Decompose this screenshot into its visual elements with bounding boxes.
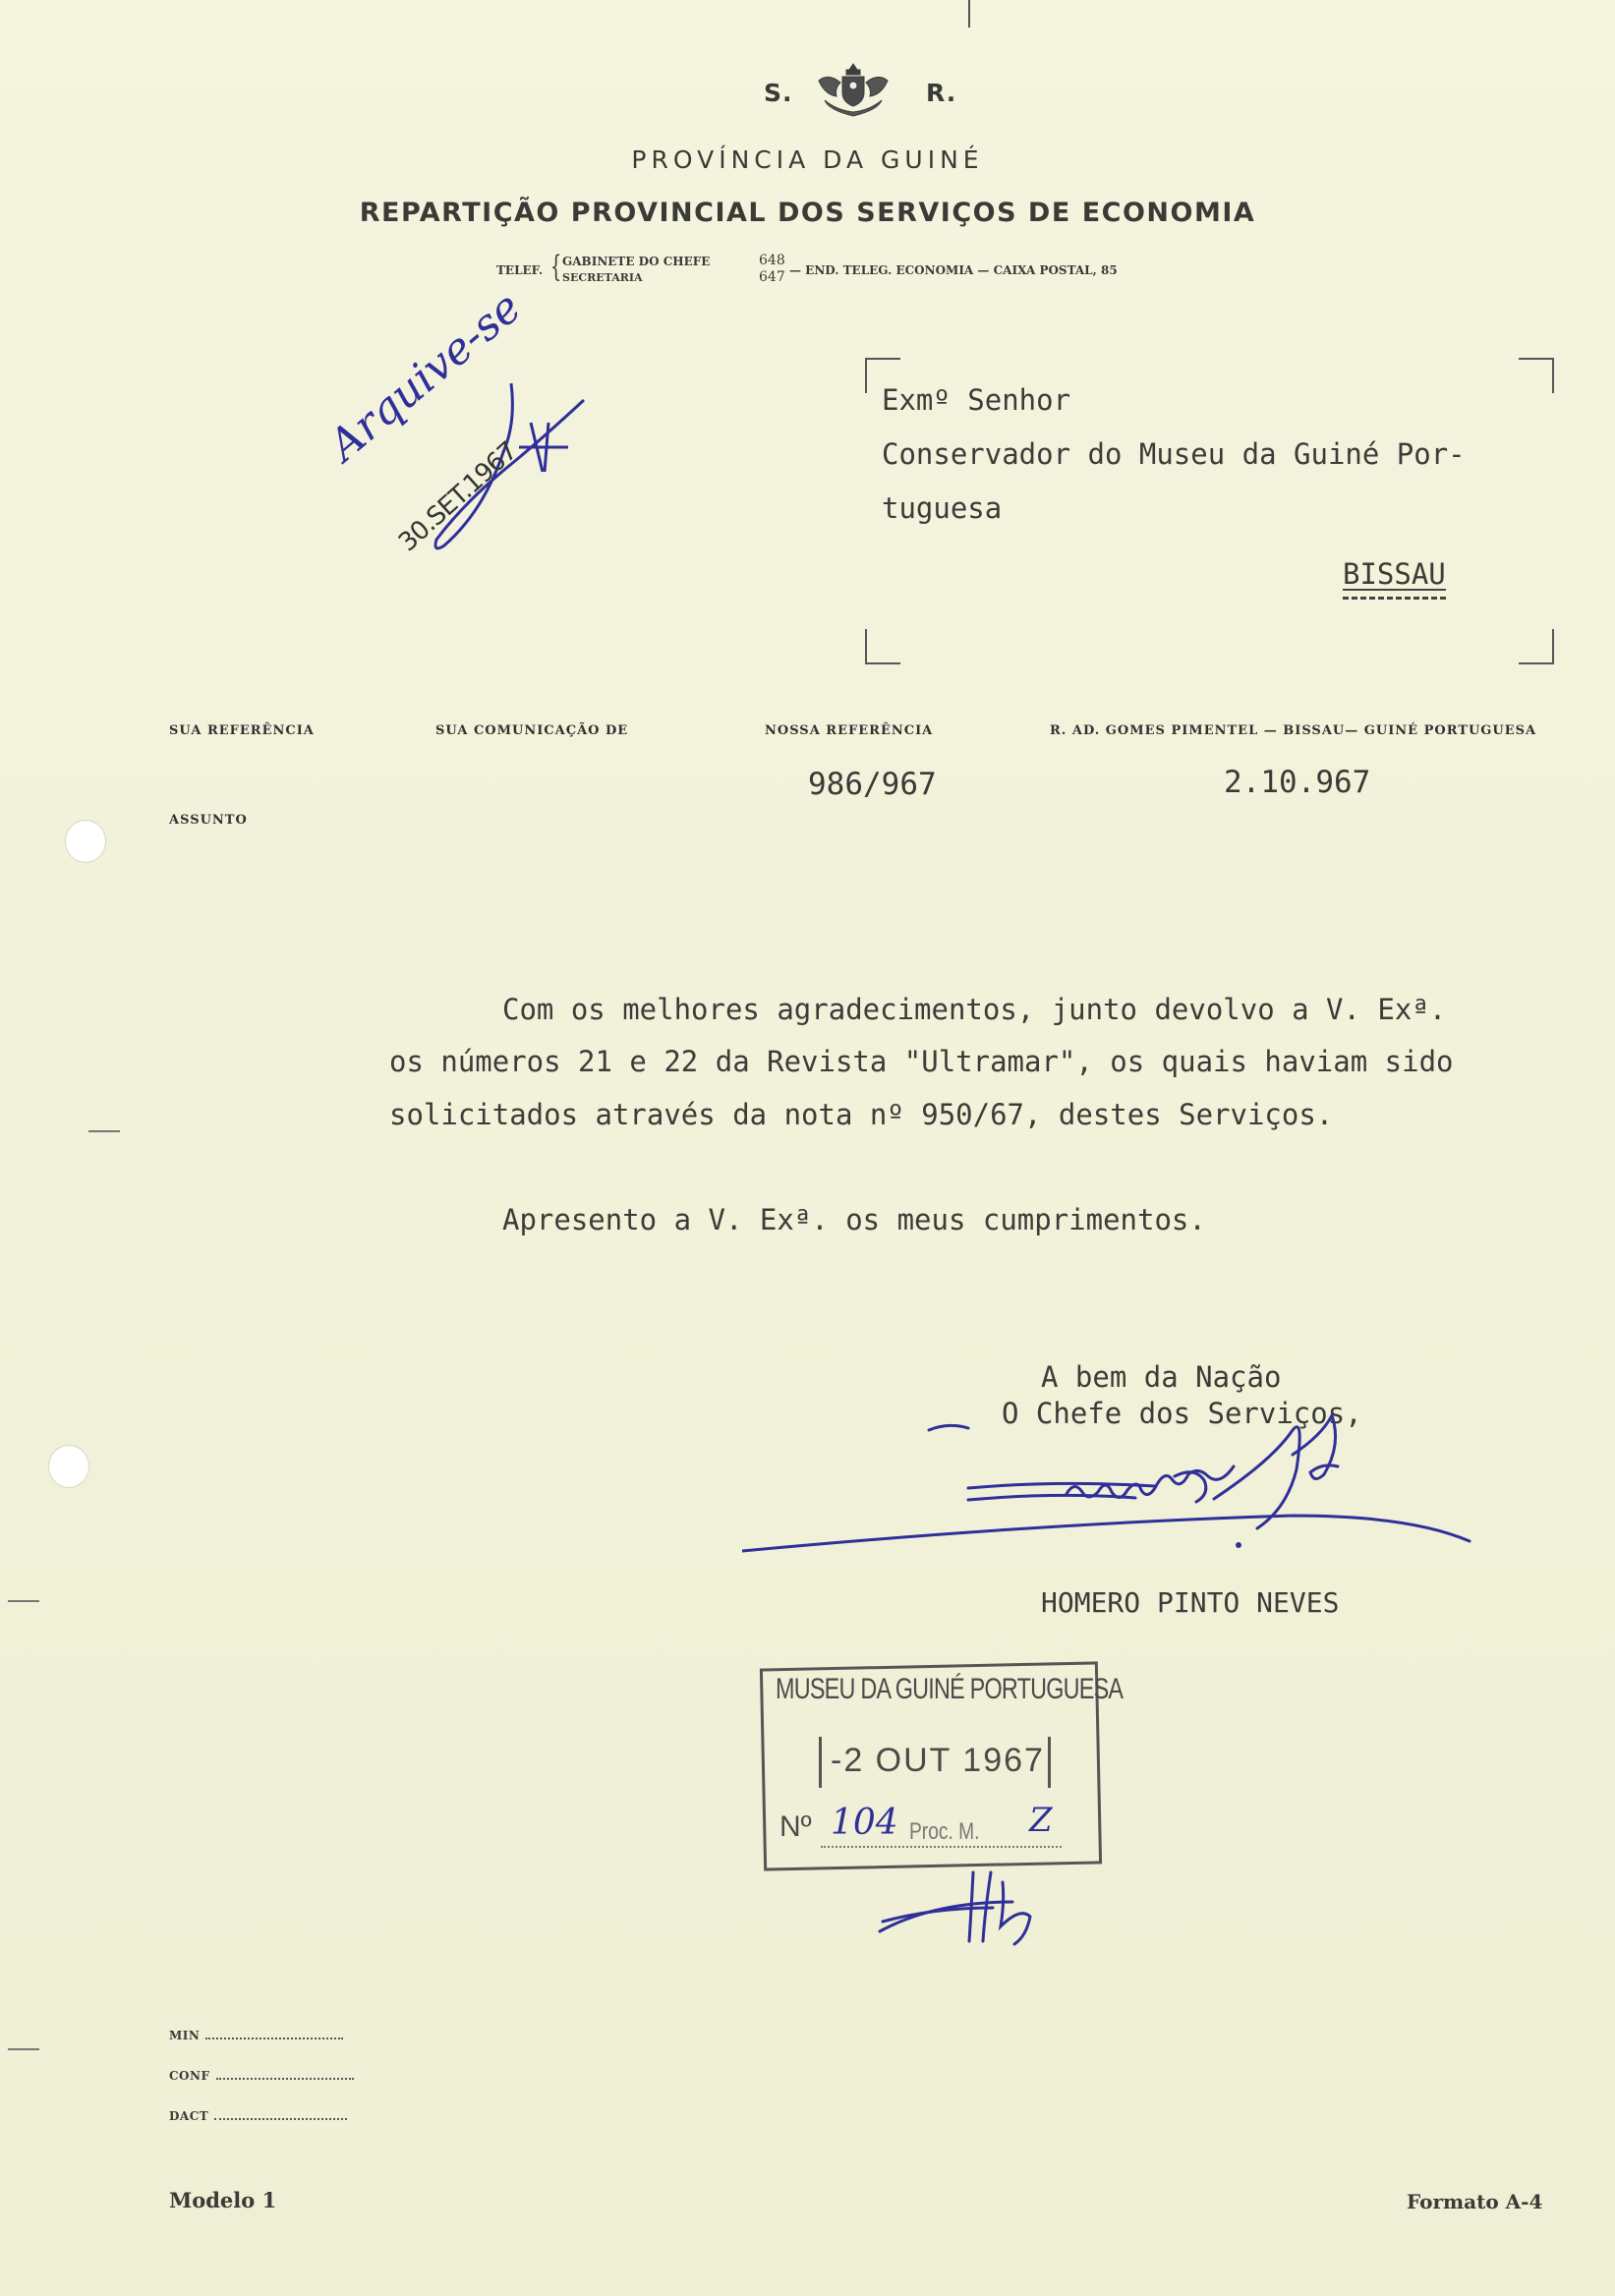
- body-paragraph-2: Apresento a V. Exª. os meus cumprimentos.: [502, 1203, 1206, 1236]
- address-corner-bl: [865, 629, 900, 664]
- contact-line: [496, 252, 1243, 295]
- conf-label: CONF: [169, 2069, 210, 2083]
- recipient-line-3: tuguesa: [882, 491, 1003, 525]
- model-label: Modelo 1: [169, 2188, 277, 2212]
- stamp-number-label: Nº: [779, 1810, 812, 1843]
- dact-dotted-line: [214, 2118, 347, 2120]
- margin-mark: [8, 2048, 39, 2050]
- office-address-label: R. AD. GOMES PIMENTEL — BISSAU— GUINÉ PORTUGUESA: [1050, 723, 1537, 738]
- address-corner-tr: [1519, 358, 1554, 393]
- dact-field: [169, 2109, 347, 2123]
- received-date-stamp: 30.SET.1967: [393, 436, 523, 558]
- museum-receipt-stamp: [762, 1653, 1124, 1871]
- initials-icon: [875, 1863, 1052, 1961]
- sua-comunicacao-label: SUA COMUNICAÇÃO DE: [435, 723, 629, 738]
- assunto-label: ASSUNTO: [169, 813, 248, 828]
- nossa-referencia-value: 986/967: [808, 767, 937, 802]
- punch-hole-top: [65, 820, 106, 863]
- conf-field: [169, 2069, 354, 2083]
- closing-line-1: A bem da Nação: [1041, 1360, 1282, 1394]
- coat-of-arms-icon: [811, 61, 895, 120]
- conf-dotted-line: [216, 2078, 354, 2080]
- handwritten-note: Arquive-se: [319, 282, 531, 472]
- min-dotted-line: [205, 2038, 343, 2039]
- address-corner-br: [1519, 629, 1554, 664]
- margin-mark: [8, 1600, 39, 1602]
- recipient-city: [1343, 557, 1446, 600]
- phone-2-label: SECRETARIA: [562, 271, 643, 284]
- city-dashed-underline: [1343, 597, 1446, 600]
- header-left-letter: S.: [764, 79, 793, 107]
- phone-2: 647: [759, 269, 785, 285]
- sua-referencia-label: SUA REFERÊNCIA: [169, 723, 315, 738]
- stamp-proc-label: Proc. M.: [909, 1818, 980, 1845]
- contact-rest: — END. TELEG. ECONOMIA — CAIXA POSTAL, 85: [789, 263, 1118, 277]
- recipient-line-2: Conservador do Museu da Guiné Por-: [882, 437, 1466, 471]
- header-right-letter: R.: [926, 79, 957, 107]
- province-title: PROVÍNCIA DA GUINÉ: [631, 145, 984, 174]
- margin-mark: [88, 1130, 120, 1132]
- format-label: Formato A-4: [1407, 2190, 1543, 2213]
- min-label: MIN: [169, 2029, 201, 2042]
- brace-icon: {: [549, 250, 562, 284]
- telef-label: TELEF.: [496, 263, 544, 277]
- body-paragraph-1-line-1: Com os melhores agradecimentos, junto devolvo a V. Exª.: [502, 993, 1447, 1026]
- stamp-date: -2 OUT 1967: [831, 1742, 1045, 1779]
- fold-mark: [968, 0, 970, 28]
- punch-hole-bottom: [48, 1445, 89, 1488]
- signatory-name: HOMERO PINTO NEVES: [1041, 1586, 1340, 1619]
- closing-line-2: O Chefe dos Serviços,: [1002, 1397, 1362, 1430]
- min-field: [169, 2029, 343, 2042]
- stamp-title: MUSEU DA GUINÉ PORTUGUESA: [776, 1673, 1124, 1705]
- stamp-proc-value: Z: [1029, 1801, 1053, 1840]
- dact-label: DACT: [169, 2109, 209, 2123]
- department-title: REPARTIÇÃO PROVINCIAL DOS SERVIÇOS DE ECONOMIA: [359, 198, 1256, 228]
- phone-1-label: GABINETE DO CHEFE: [562, 255, 711, 268]
- phone-1: 648: [759, 253, 785, 268]
- stamp-number: 104: [831, 1803, 898, 1843]
- letter-date: 2.10.967: [1224, 765, 1371, 800]
- body-paragraph-1-line-3: solicitados através da nota nº 950/67, destes Serviços.: [389, 1098, 1334, 1131]
- recipient-line-1: Exmº Senhor: [882, 383, 1071, 417]
- archive-annotation: [315, 282, 609, 558]
- body-paragraph-1-line-2: os números 21 e 22 da Revista "Ultramar", os quais haviam sido: [389, 1045, 1454, 1078]
- nossa-referencia-label: NOSSA REFERÊNCIA: [765, 723, 934, 738]
- signature-icon: [742, 1396, 1489, 1573]
- recipient-city-text: BISSAU: [1343, 557, 1446, 591]
- stamp-dotted-line: [821, 1846, 1062, 1848]
